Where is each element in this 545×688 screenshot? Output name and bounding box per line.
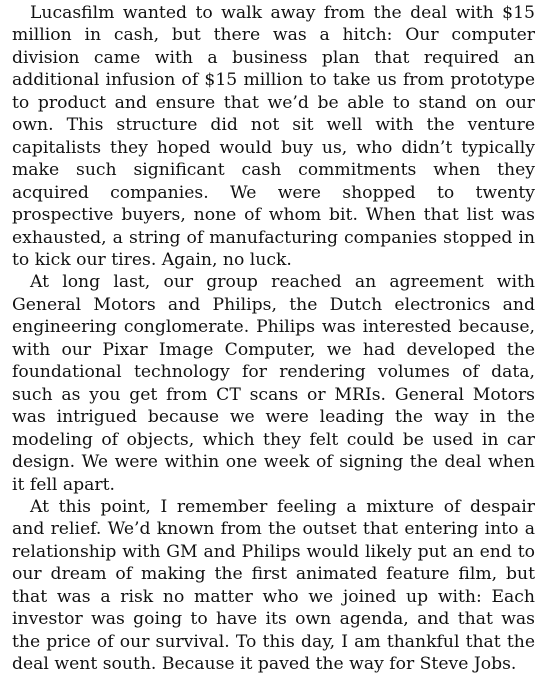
paragraph-2: At long last, our group reached an agreement with General Motors and Philips, the Dutch electronics and engineering conglomerate. Philips was interested because, with our Pixar Image Computer, we had developed the foundational technology for rendering volumes of data, such as you get from CT scans or MRIs. General Motors was intrigued because we were leading the way in the modeling of objects, which they felt could be used in car design. We were within one week of signing the deal when it fell apart. xyxy=(12,272,535,495)
paragraph-3: At this point, I remember feeling a mixture of despair and relief. We’d known from the outset that entering into a relationship with GM and Philips would likely put an end to our dream of making the first animated feature film, but that was a risk no matter who we joined up with: Each investor was going to have its own agenda, and that was the price of our survival. To this day, I am thankful that the deal went south. Because it paved the way for Steve Jobs. xyxy=(12,496,535,675)
document-page xyxy=(12,2,535,688)
paragraph-1: Lucasfilm wanted to walk away from the deal with $15 million in cash, but there was a hitch: Our computer division came with a business plan that required an additional infusion of $15 million to take us from prototype to product and ensure that we’d be able to stand on our own. This structure did not sit well with the venture capitalists they hoped would buy us, who didn’t typically make such significant cash commitments when they acquired companies. We were shopped to twenty prospective buyers, none of whom bit. When that list was exhausted, a string of manufacturing companies stopped in to kick our tires. Again, no luck. xyxy=(12,3,535,270)
truncated-next-paragraph xyxy=(12,676,535,688)
